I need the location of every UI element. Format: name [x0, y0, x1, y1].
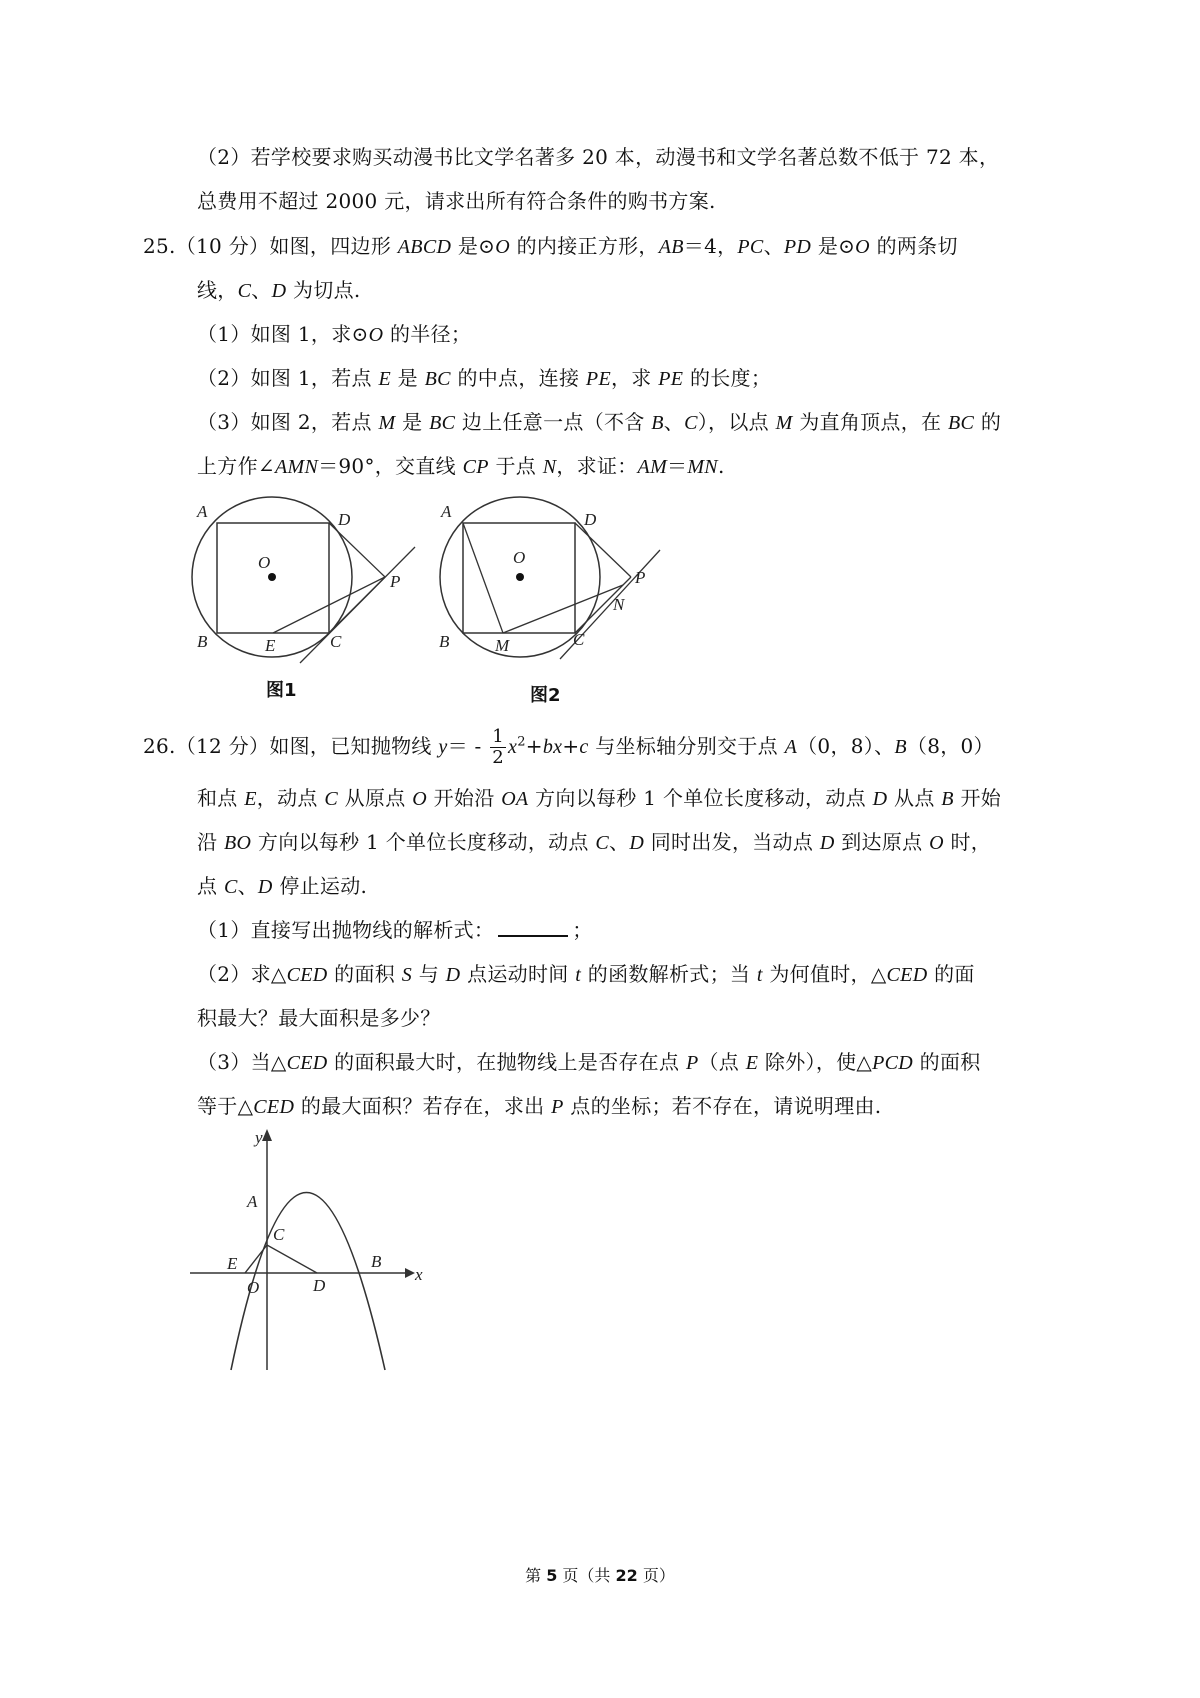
q25-stem-line2: 线，C、D 为切点. — [197, 278, 361, 302]
q24-part2-line1: （2）若学校要求购买动漫书比文学名著多 20 本，动漫书和文学名著总数不低于 72 本， — [197, 145, 1000, 169]
q26-stem-line1: 26.（12 分）如图，已知抛物线 y＝ - $\frac{1}{2}$ $x^2+bx+c$ 与坐标轴分别交于点 A（0，8）、B（8，0） — [143, 726, 994, 768]
fig1-label: D — [338, 510, 351, 529]
q25-part3-line1: （3）如图 2，若点 M 是 BC 边上任意一点（不含 B、C），以点 M 为直角顶点，在 BC 的 — [197, 410, 1002, 434]
q25-figure-2 — [435, 495, 675, 680]
fig3-label: B — [371, 1252, 382, 1271]
fig3-label: D — [313, 1276, 326, 1295]
fig1-label: E — [265, 636, 276, 655]
fig2-label: B — [439, 632, 450, 651]
q25-part3-line2: 上方作∠AMN＝90°，交直线 CP 于点 N，求证：AM＝MN. — [197, 454, 725, 478]
q26-stem-line4: 点 C、D 停止运动. — [197, 874, 368, 898]
fig3-label: C — [273, 1225, 285, 1244]
fig1-label: B — [197, 632, 208, 651]
fig2-label: M — [495, 636, 510, 655]
triangle-ced — [245, 1245, 317, 1273]
q26-parabola-figure — [185, 1125, 425, 1375]
q25-figure-1 — [185, 495, 425, 680]
fig1-label: O — [258, 553, 271, 572]
q26-stem-line3: 沿 BO 方向以每秒 1 个单位长度移动，动点 C、D 同时出发，当动点 D 到达原点 O 时， — [197, 830, 992, 854]
fig1-caption: 图1 — [266, 680, 297, 701]
fig3-label: x — [415, 1265, 423, 1284]
q25-part2: （2）如图 1，若点 E 是 BC 的中点，连接 PE，求 PE 的长度； — [197, 366, 772, 390]
fraction-half: $\frac{1}{2}$ — [492, 726, 505, 768]
fig2-label: D — [584, 510, 597, 529]
fig2-label: O — [513, 548, 526, 567]
fig1-label: A — [197, 502, 208, 521]
page-footer: 第 5 页（共 22 页） — [525, 1566, 675, 1585]
q26-part3-line1: （3）当△CED 的面积最大时，在抛物线上是否存在点 P（点 E 除外），使△PCD 的面积 — [197, 1050, 981, 1074]
y-axis-arrow-icon — [262, 1129, 272, 1141]
q25-part1: （1）如图 1，求⊙O 的半径； — [197, 322, 472, 346]
fig3-label: O — [247, 1278, 260, 1297]
center-point — [516, 573, 524, 581]
fig2-label: P — [635, 568, 646, 587]
q26-part3-line2: 等于△CED 的最大面积？若存在，求出 P 点的坐标；若不存在，请说明理由. — [197, 1094, 882, 1118]
fig2-label: N — [613, 595, 625, 614]
fig2-label: A — [441, 502, 452, 521]
center-point — [268, 573, 276, 581]
fig1-label: P — [390, 572, 401, 591]
fig1-label: C — [330, 632, 342, 651]
q26-part2-line2: 积最大？最大面积是多少？ — [197, 1006, 441, 1030]
q26-part1: （1）直接写出抛物线的解析式： ； — [197, 918, 593, 942]
fig2-label: C — [573, 630, 585, 649]
fig2-caption: 图2 — [530, 685, 561, 706]
answer-blank[interactable] — [498, 917, 568, 937]
fig3-label: E — [227, 1254, 238, 1273]
q25-stem-line1: 25.（10 分）如图，四边形 ABCD 是⊙O 的内接正方形，AB＝4，PC、PD 是⊙O 的两条切 — [143, 234, 958, 258]
fig3-label: y — [255, 1128, 263, 1147]
x-axis-arrow-icon — [405, 1268, 415, 1278]
q24-part2-line2: 总费用不超过 2000 元，请求出所有符合条件的购书方案. — [197, 189, 716, 213]
q26-part2-line1: （2）求△CED 的面积 S 与 D 点运动时间 t 的函数解析式；当 t 为何值时，△CED 的面 — [197, 962, 975, 986]
fig3-label: A — [247, 1192, 258, 1211]
q26-stem-line2: 和点 E，动点 C 从原点 O 开始沿 OA 方向以每秒 1 个单位长度移动，动点 D 从点 B 开始 — [197, 786, 1002, 810]
